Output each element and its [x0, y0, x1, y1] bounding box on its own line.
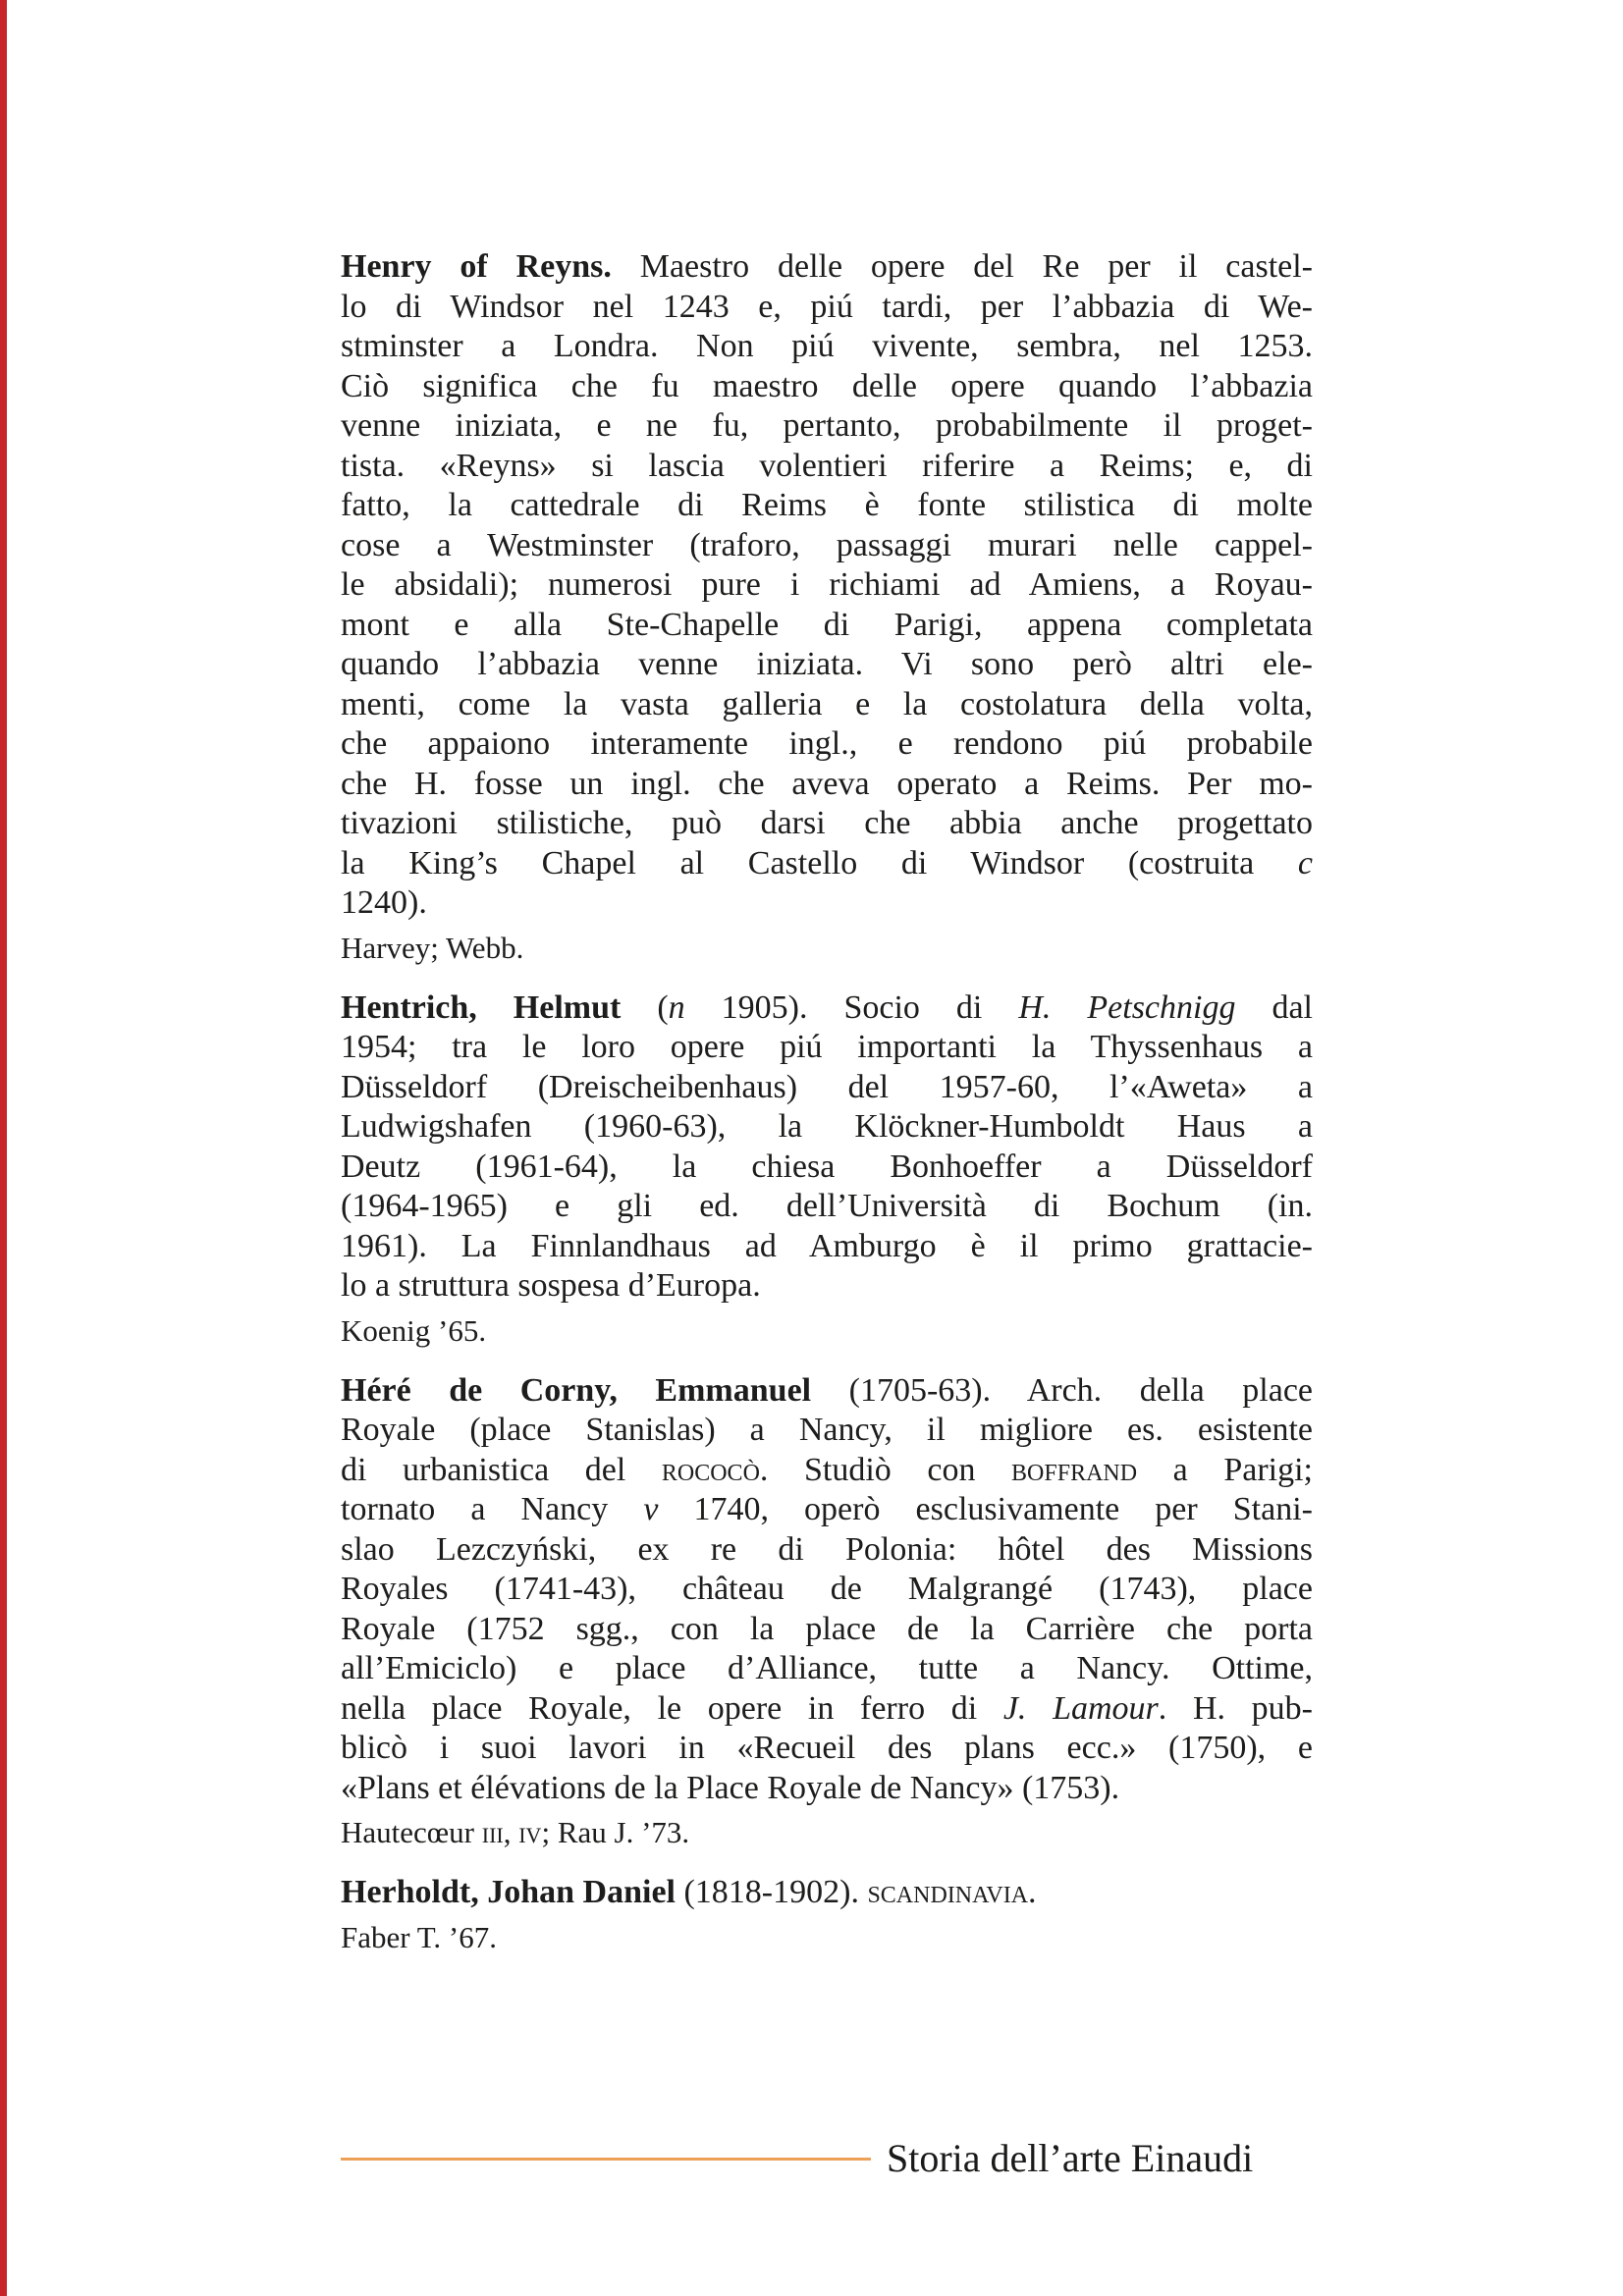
text-segment: (1964-1965) e gli ed. dell’Università di Bochum (in. — [341, 1188, 1313, 1224]
entry-line — [341, 1490, 1313, 1530]
entry-line — [341, 247, 1313, 288]
entry-line — [341, 804, 1313, 844]
entry — [341, 988, 1313, 1351]
entry-line — [341, 526, 1313, 566]
entry-line — [341, 288, 1313, 328]
text-segment: 1905). Socio di — [684, 988, 1019, 1026]
text-segment: . Studiò con — [759, 1451, 1012, 1488]
entry-heading: Hentrich, Helmut — [341, 988, 622, 1026]
entry-line — [341, 988, 1313, 1029]
entry-line — [341, 883, 1313, 924]
text-segment: blicò i suoi lavori in «Recueil des plans ecc.» (1750), e — [341, 1730, 1313, 1766]
accent-bar — [0, 0, 7, 2296]
text-segment: H. Petschnigg — [1018, 988, 1236, 1026]
entry-line — [341, 406, 1313, 447]
text-segment: «Plans et élévations de la Place Royale de Nancy» (1753). — [341, 1769, 1120, 1806]
entry-heading: Héré de Corny, Emmanuel — [341, 1371, 812, 1409]
text-segment: Faber T. ’67. — [341, 1919, 497, 1954]
text-segment: Royales (1741-43), château de Malgrangé (1743), place — [341, 1571, 1313, 1607]
text-segment: iii — [481, 1815, 504, 1849]
text-segment: Koenig ’65. — [341, 1312, 487, 1348]
text-segment: menti, come la vasta galleria e la costolatura della volta, — [341, 685, 1313, 722]
text-segment: . — [1028, 1874, 1037, 1910]
entry — [341, 247, 1313, 968]
text-segment: Ciò significa che fu maestro delle opere quando l’abbazia — [341, 367, 1313, 404]
text-segment: 1961). La Finnlandhaus ad Amburgo è il primo grattacie- — [341, 1227, 1313, 1264]
text-segment: 1240). — [341, 884, 427, 921]
text-segment: (1705-63). Arch. della place — [811, 1371, 1313, 1409]
text-segment: Ludwigshafen (1960-63), la Klöckner-Humboldt Haus a — [341, 1108, 1313, 1145]
text-segment: Hautecœur — [341, 1815, 482, 1849]
text-segment: scandinavia — [867, 1874, 1029, 1910]
entry-line — [341, 447, 1313, 487]
text-segment: tivazioni stilistiche, può darsi che abbia anche progettato — [341, 805, 1313, 841]
text-segment: venne iniziata, e ne fu, pertanto, probabilmente il proget- — [341, 407, 1313, 444]
text-segment: c — [1297, 844, 1313, 881]
entry-line — [341, 606, 1313, 646]
text-segment: iv — [518, 1815, 542, 1849]
text-segment: lo a struttura sospesa d’Europa. — [341, 1267, 761, 1304]
entry-heading: Herholdt, Johan Daniel — [341, 1874, 676, 1910]
text-segment: Deutz (1961-64), la chiesa Bonhoeffer a Düsseldorf — [341, 1148, 1313, 1185]
text-segment: quando l’abbazia venne iniziata. Vi sono però altri ele- — [341, 646, 1313, 682]
text-segment: lo di Windsor nel 1243 e, piú tardi, per l’abbazia di We- — [341, 288, 1313, 325]
text-segment: a Parigi; — [1137, 1451, 1313, 1488]
text-segment: tornato a Nancy — [341, 1491, 644, 1527]
entries-container — [341, 247, 1313, 1957]
entry-line — [341, 1451, 1313, 1491]
entry-line — [341, 765, 1313, 805]
text-segment: stminster a Londra. Non piú vivente, sembra, nel 1253. — [341, 328, 1313, 364]
text-segment: Harvey; Webb. — [341, 930, 524, 965]
text-segment: boffrand — [1011, 1451, 1138, 1488]
text-segment: Royale (place Stanislas) a Nancy, il migliore es. esistente — [341, 1412, 1313, 1448]
text-segment: che appaiono interamente ingl., e rendono piú probabile — [341, 725, 1313, 762]
entry-line — [341, 1873, 1313, 1913]
text-segment: dal — [1235, 988, 1313, 1026]
entry-line — [341, 1068, 1313, 1108]
text-segment: le absidali); numerosi pure i richiami ad Amiens, a Royau- — [341, 566, 1313, 603]
text-segment: Royale (1752 sgg., con la place de la Carrière che porta — [341, 1610, 1313, 1647]
entry-line — [341, 1266, 1313, 1307]
text-segment: 1740, operò esclusivamente per Stani- — [658, 1491, 1313, 1527]
text-segment: cose a Westminster (traforo, passaggi murari nelle cappel- — [341, 526, 1313, 563]
text-segment: 1954; tra le loro opere piú importanti la Thyssenhaus a — [341, 1029, 1313, 1065]
footer — [341, 2136, 1309, 2181]
entry-line — [341, 685, 1313, 725]
entry-line — [341, 1028, 1313, 1068]
text-segment: la King’s Chapel al Castello di Windsor (costruita — [341, 844, 1298, 881]
entry-line — [341, 1729, 1313, 1769]
entry-line — [341, 645, 1313, 685]
entry-line — [341, 1649, 1313, 1689]
text-segment: mont e alla Ste-Chapelle di Parigi, appena completata — [341, 606, 1313, 643]
entry-line — [341, 1769, 1313, 1809]
bibliography-line — [341, 1311, 1313, 1351]
entry-line — [341, 327, 1313, 367]
entry-heading: Henry of Reyns. — [341, 248, 612, 285]
text-segment: che H. fosse un ingl. che aveva operato a Reims. Per mo- — [341, 765, 1313, 802]
entry-line — [341, 486, 1313, 526]
entry — [341, 1371, 1313, 1853]
entry-line — [341, 1148, 1313, 1188]
entry-line — [341, 724, 1313, 765]
entry-line — [341, 1107, 1313, 1148]
entry-line — [341, 1530, 1313, 1571]
footer-rule — [341, 2158, 871, 2161]
text-segment: n — [668, 988, 685, 1026]
entry-line — [341, 1411, 1313, 1451]
text-segment: (1818-1902). — [675, 1874, 868, 1910]
bibliography-line — [341, 1918, 1313, 1957]
bibliography-line — [341, 929, 1313, 968]
text-segment: , — [503, 1815, 519, 1849]
entry-line — [341, 1227, 1313, 1267]
entry — [341, 1873, 1313, 1957]
entry-line — [341, 844, 1313, 884]
text-segment: di urbanistica del — [341, 1451, 662, 1488]
entry-line — [341, 1570, 1313, 1610]
text-segment: nella place Royale, le opere in ferro di — [341, 1689, 1003, 1727]
entry-line — [341, 1187, 1313, 1227]
text-segment: v — [643, 1491, 659, 1527]
text-segment: . H. pub- — [1158, 1689, 1313, 1727]
text-segment: Düsseldorf (Dreischeibenhaus) del 1957-60, l’«Aweta» a — [341, 1068, 1313, 1105]
text-segment: ( — [621, 988, 669, 1026]
text-segment: rococò — [661, 1451, 760, 1488]
text-segment: tista. «Reyns» si lascia volentieri riferire a Reims; e, di — [341, 447, 1313, 484]
entry-line — [341, 1371, 1313, 1412]
text-segment: ; Rau J. ’73. — [541, 1815, 690, 1849]
entry-line — [341, 1689, 1313, 1730]
footer-title: Storia dell’arte Einaudi — [887, 2136, 1254, 2180]
entry-line — [341, 1610, 1313, 1650]
entry-line — [341, 565, 1313, 606]
text-segment: Maestro delle opere del Re per il castel- — [611, 248, 1313, 285]
entry-line — [341, 367, 1313, 407]
text-segment: all’Emiciclo) e place d’Alliance, tutte a Nancy. Ottime, — [341, 1650, 1313, 1686]
bibliography-line — [341, 1813, 1313, 1852]
text-segment: J. Lamour — [1002, 1689, 1159, 1727]
text-segment: slao Lezczyński, ex re di Polonia: hôtel des Missions — [341, 1530, 1313, 1568]
text-segment: fatto, la cattedrale di Reims è fonte stilistica di molte — [341, 487, 1313, 523]
content-column — [341, 247, 1313, 1978]
